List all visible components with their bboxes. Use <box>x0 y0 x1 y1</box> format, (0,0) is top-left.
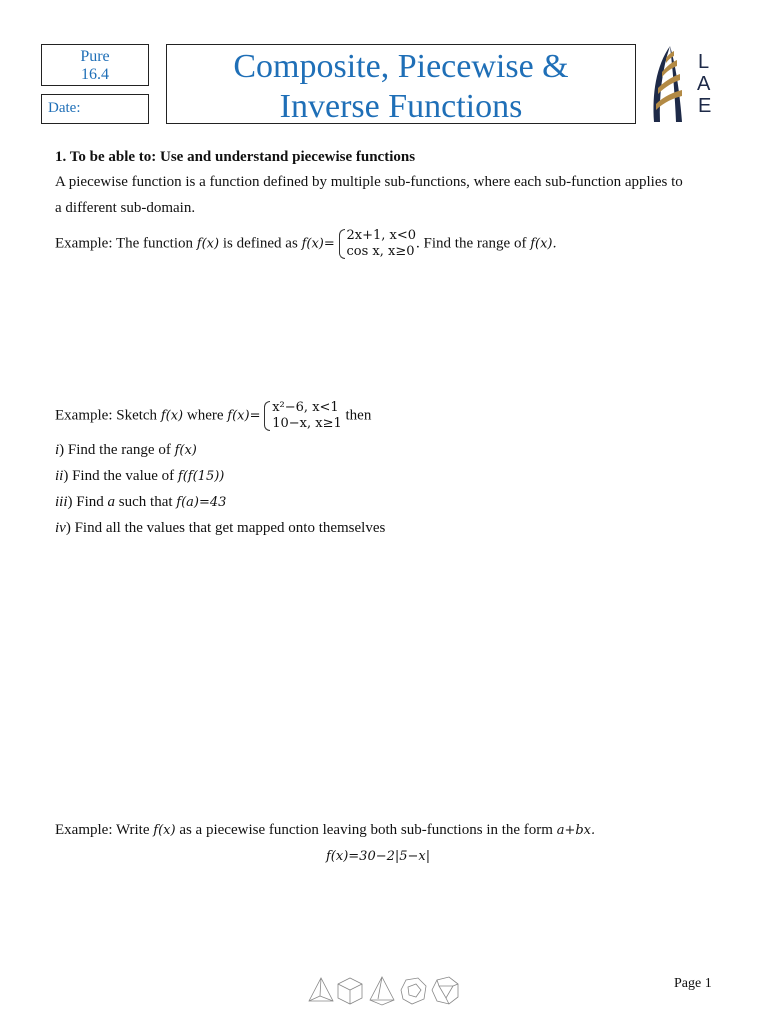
example-2-fx-eq: f(x) <box>227 408 250 424</box>
unit-number: 16.4 <box>81 66 109 83</box>
part-text: ) Find the value of <box>63 468 175 484</box>
part-variable: a <box>107 494 116 510</box>
logo-letter-e: E <box>698 95 712 117</box>
question-part-ii <box>55 463 224 490</box>
part-math: f(f(15)) <box>177 469 225 484</box>
section-heading: 1. To be able to: Use and understand piecewise functions <box>55 149 416 165</box>
example-2-case-1: x²−6, x<1 <box>272 400 339 415</box>
title-line-1: Composite, Piecewise & <box>233 48 569 85</box>
example-3-form: a+bx. <box>556 823 596 838</box>
logo-letter-l: L <box>698 51 710 73</box>
example-2-case-2: 10−x, x≥1 <box>272 416 342 431</box>
example-2-then: then <box>345 407 372 424</box>
example-2-fx: f(x) <box>160 408 184 424</box>
example-1-case-1: 2x+1, x<0 <box>346 228 417 243</box>
example-2-lead: Example: Sketch <box>55 407 158 424</box>
part-number: ii <box>55 468 64 484</box>
date-field <box>41 94 149 124</box>
footer-polyhedra <box>306 974 462 1006</box>
example-1-fx: f(x) <box>196 236 220 252</box>
tetrahedron-icon <box>309 978 333 1001</box>
example-1-piecewise <box>339 228 417 260</box>
part-number: i <box>55 442 60 458</box>
part-text: ) Find <box>67 494 104 510</box>
part-number: iii <box>55 494 68 510</box>
example-1-tail-fx: f(x). <box>530 236 557 252</box>
example-1: Example: The function f(x) is defined as f(x)= 2x+1, x<0 cos x, x≥0 . Find the range of f(x). <box>55 228 557 259</box>
course-code-box <box>41 44 149 86</box>
example-2: Example: Sketch f(x) where f(x)= x²−6, x<1 10−x, x≥1 then <box>55 400 372 431</box>
lae-logo <box>646 44 724 126</box>
intro-line-1: A piecewise function is a function defined by multiple sub-functions, where each sub-function applies to <box>55 174 683 190</box>
part-math: f(a)=43 <box>176 495 227 510</box>
example-1-tail: . Find the range of <box>416 235 527 252</box>
example-3 <box>55 817 595 844</box>
part-number: iv <box>55 520 66 536</box>
question-part-iii <box>55 489 226 516</box>
part-text: ) Find all the values that get mapped onto themselves <box>65 520 386 536</box>
logo-mark <box>654 46 682 122</box>
date-label: Date: <box>48 100 81 116</box>
part-text: ) Find the range of <box>59 442 171 458</box>
example-3-lead: Example: Write <box>55 822 150 838</box>
example-1-case-2: cos x, x≥0 <box>346 244 415 259</box>
icosahedron-icon <box>432 977 458 1004</box>
part-text-2: such that <box>118 494 173 510</box>
cube-icon <box>338 978 362 1004</box>
example-2-where: where <box>186 407 224 424</box>
example-1-lead: Example: The function <box>55 235 194 252</box>
example-2-piecewise <box>264 400 342 432</box>
example-3-equation: f(x)=30−2|5−x| <box>326 849 431 864</box>
octahedron-icon <box>370 977 394 1005</box>
course-label: Pure <box>80 48 110 65</box>
question-part-iv <box>55 515 385 541</box>
title-line-2: Inverse Functions <box>279 88 523 125</box>
example-1-defined-as: is defined as <box>222 235 298 252</box>
example-3-fx: f(x) <box>153 823 176 838</box>
part-math: f(x) <box>174 443 197 458</box>
dodecahedron-icon <box>401 978 426 1004</box>
page-title <box>166 44 636 124</box>
example-1-fx-eq: f(x) <box>301 236 324 252</box>
example-3-middle: as a piecewise function leaving both sub-functions in the form <box>179 822 553 838</box>
question-part-i <box>55 437 197 464</box>
logo-letter-a: A <box>697 73 711 95</box>
page-number: Page 1 <box>674 976 712 991</box>
intro-line-2: a different sub-domain. <box>55 200 196 216</box>
